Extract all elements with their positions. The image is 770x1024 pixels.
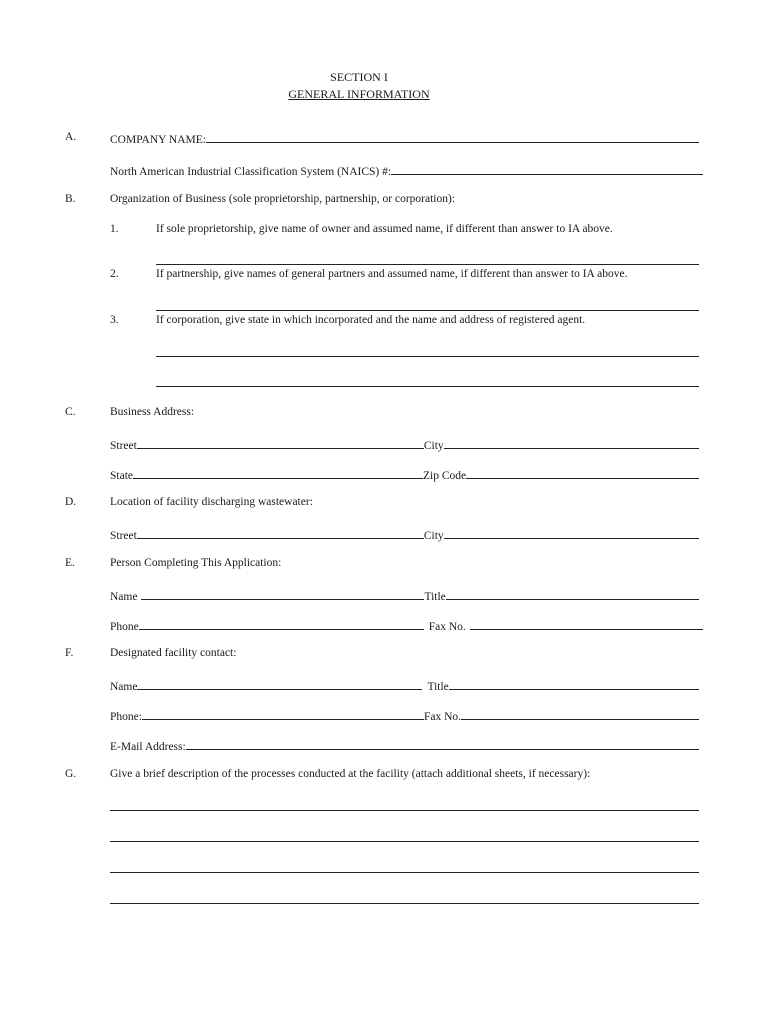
facility-street-label: Street [110,530,137,542]
person-title-field[interactable] [446,587,699,600]
person-phone-field[interactable] [139,617,424,630]
person-completing-prompt: Person Completing This Application: [110,557,282,569]
business-street-label: Street [110,440,137,452]
item-2-number: 2. [110,268,119,280]
item-2-text: If partnership, give names of general partners and assumed name, if different than answer to IA above. [156,268,628,280]
process-description-line-2[interactable] [110,841,699,842]
facility-city-label: City [423,530,444,542]
business-address-prompt: Business Address: [110,406,195,418]
facility-city-field[interactable] [444,526,699,539]
partnership-field[interactable] [156,310,699,311]
corporation-field-line-2[interactable] [156,386,699,387]
facility-contact-prompt: Designated facility contact: [110,647,237,659]
contact-title-field[interactable] [449,677,699,690]
person-name-title-row [110,587,699,603]
person-fax-label: Fax No. [428,621,466,633]
business-city-field[interactable] [444,436,699,449]
person-name-label: Name [110,591,138,603]
process-description-line-3[interactable] [110,872,699,873]
contact-email-label: E-Mail Address: [110,741,186,753]
contact-email-field[interactable] [186,737,699,750]
corporation-field-line-1[interactable] [156,356,699,357]
person-name-field[interactable] [141,587,424,600]
section-e-letter: E. [65,557,75,569]
section-a-letter: A. [65,131,77,143]
item-3-number: 3. [110,314,119,326]
facility-street-field[interactable] [137,526,424,539]
naics-label: North American Industrial Classification System (NAICS) #: [110,166,392,178]
contact-email-row [110,737,699,753]
section-heading: SECTION I [330,70,388,84]
person-title-label: Title [424,591,446,603]
company-name-label: COMPANY NAME: [110,134,206,146]
facility-location-prompt: Location of facility discharging wastewater: [110,496,313,508]
section-subtitle [0,87,718,102]
process-description-line-4[interactable] [110,903,699,904]
business-state-field[interactable] [133,466,423,479]
section-f-letter: F. [65,647,74,659]
business-street-field[interactable] [137,436,424,449]
contact-phone-field[interactable] [142,707,424,720]
contact-name-label: Name [110,681,138,693]
item-1-text: If sole proprietorship, give name of owner and assumed name, if different than answer to IA above. [156,223,613,235]
naics-row [110,162,703,178]
contact-fax-field[interactable] [461,707,699,720]
contact-fax-label: Fax No. [423,711,462,723]
section-g-letter: G. [65,768,77,780]
organization-prompt: Organization of Business (sole proprietorship, partnership, or corporation): [110,193,456,205]
person-phone-label: Phone [110,621,139,633]
facility-street-city-row [110,526,699,542]
section-c-letter: C. [65,406,76,418]
contact-name-field[interactable] [137,677,422,690]
contact-title-label: Title [427,681,449,693]
business-city-label: City [423,440,444,452]
process-description-line-1[interactable] [110,810,699,811]
naics-field[interactable] [391,162,703,175]
section-d-letter: D. [65,496,77,508]
item-1-number: 1. [110,223,119,235]
business-street-city-row [110,436,699,452]
company-name-row [110,130,699,146]
contact-phone-label: Phone: [110,711,142,723]
contact-name-title-row [110,677,699,693]
section-b-letter: B. [65,193,76,205]
business-state-label: State [110,470,133,482]
section-subtitle-text: GENERAL INFORMATION [288,87,430,101]
person-phone-fax-row [110,617,703,633]
sole-proprietorship-field[interactable] [156,264,699,265]
business-zip-label: Zip Code [423,470,467,482]
business-state-zip-row [110,466,699,482]
person-fax-field[interactable] [470,617,703,630]
item-3-text: If corporation, give state in which incorporated and the name and address of registered agent. [156,314,586,326]
company-name-field[interactable] [206,130,699,143]
contact-phone-fax-row [110,707,699,723]
business-zip-field[interactable] [466,466,699,479]
process-description-prompt: Give a brief description of the processes conducted at the facility (attach additional sheets, if necessary): [110,768,591,780]
